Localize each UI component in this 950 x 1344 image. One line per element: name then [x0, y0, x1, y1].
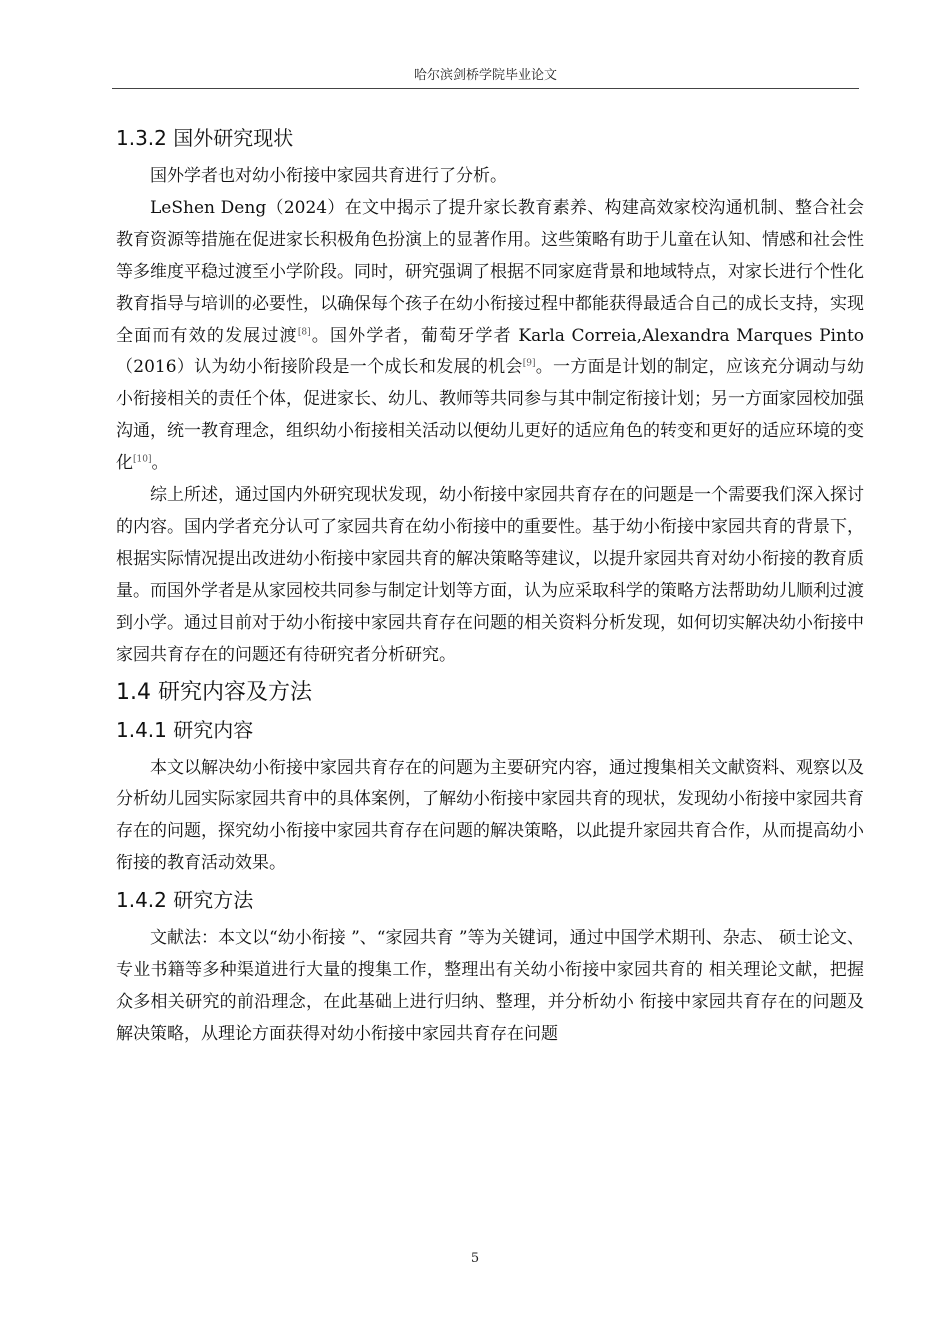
paragraph-foreign-research [116, 193, 864, 480]
page-header: 哈尔滨剑桥学院毕业论文 [413, 68, 557, 83]
paragraph-summary: 综上所述，通过国内外研究现状发现，幼小衔接中家园共育存在的问题是一个需要我们深入探讨的内容。国内学者充分认可了家园共育在幼小衔接中的重要性。基于幼小衔接中家园共育的背景下，根据实际情况提出改进幼小衔接中家园共育的解决策略等建议，以提升家园共育对幼小衔接的教育质量。而国外学者是从家园校共同参与制定计划等方面，认为应采取科学的策略方法帮助幼儿顺利过渡到小学。通过目前对于幼小衔接中家园共育存在问题的相关资料分析发现，如何切实解决幼小衔接中家园共育存在的问题还有待研究者分析研究。 [116, 485, 864, 665]
paragraph-text: LeShen Deng（2024）在文中揭示了提升家长教育素养、构建高效家校沟通机制、整合社会教育资源等措施在促进家长积极角色扮演上的显著作用。这些策略有助于儿童在认知、情感和社会性等多维度平稳过渡至小学阶段。同时，研究强调了根据不同家庭背景和地域特点，对家长进行个性化教育指导与培训的必要性，以确保每个孩子在幼小衔接过程中都能获得最适合自己的成长支持，实现全面而有效的发展过渡 [116, 197, 864, 346]
citation-10: [10] [133, 454, 152, 465]
paragraph-research-method: 文献法：本文以“幼小衔接 ”、“家园共育 ”等为关键词，通过中国学术期刊、杂志、 硕士论文、专业书籍等多种渠道进行大量的搜集工作，整理出有关幼小衔接中家园共育的 相关理论文献，把握众多相关研究的前沿理念，在此基础上进行归纳、整理，并分析幼小 衔接中家园共育存在的问题及解决策略，从理论方面获得对幼小衔接中家园共育存在问题 [116, 928, 864, 1044]
section-heading-1-3-2: 1.3.2 国外研究现状 [116, 126, 294, 150]
page-number: 5 [470, 1251, 480, 1266]
document-body [116, 124, 864, 1051]
section-heading-1-4-2: 1.4.2 研究方法 [116, 888, 254, 913]
section-heading-1-4-1: 1.4.1 研究内容 [116, 717, 254, 742]
paragraph-text: 。国外学者，葡萄牙学者 Karla Correia,Alexandra Marques Pinto（2016）认为幼小衔接阶段是一个成长和发展的机会 [116, 325, 865, 378]
paragraph-research-content: 本文以解决幼小衔接中家园共育存在的问题为主要研究内容，通过搜集相关文献资料、观察以及分析幼儿园实际家园共育中的具体案例，了解幼小衔接中家园共育的现状，发现幼小衔接中家园共育存在的问题，探究幼小衔接中家园共育存在问题的解决策略，以此提升家园共育合作，从而提高幼小衔接的教育活动效果。 [116, 757, 864, 874]
paragraph-foreign-intro: 国外学者也对幼小衔接中家园共育进行了分析。 [150, 166, 507, 186]
citation-9: [9] [522, 358, 536, 369]
paragraph-text: 。 [151, 453, 169, 474]
section-heading-1-4: 1.4 研究内容及方法 [116, 679, 312, 705]
paragraph-text: 。一方面是计划的制定，应该充分调动与幼小衔接相关的责任个体，促进家长、幼儿、教师等共同参与其中制定衔接计划；另一方面家园校加强沟通，统一教育理念，组织幼小衔接相关活动以便幼儿更好的适应角色的转变和更好的适应环境的变化 [116, 357, 865, 474]
citation-8: [8] [297, 326, 311, 337]
header-divider [112, 88, 859, 89]
